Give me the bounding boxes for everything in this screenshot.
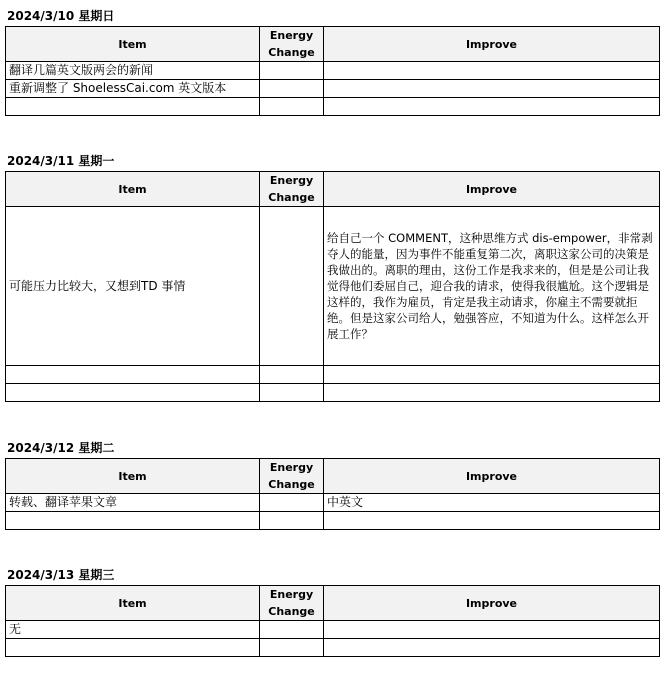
header-item: Item xyxy=(6,586,260,621)
header-item: Item xyxy=(6,172,260,207)
cell-energy[interactable] xyxy=(260,80,324,98)
day-table-2024-03-12 xyxy=(5,458,660,530)
table-row xyxy=(6,80,660,98)
cell-item[interactable] xyxy=(6,98,260,116)
cell-item[interactable] xyxy=(6,384,260,402)
header-energy-change: Energy Change xyxy=(260,172,324,207)
cell-item[interactable]: 无 xyxy=(6,621,260,639)
table-row xyxy=(6,512,660,530)
cell-energy[interactable] xyxy=(260,512,324,530)
table-row xyxy=(6,621,660,639)
cell-improve[interactable]: 中英文 xyxy=(324,494,660,512)
header-energy-change: Energy Change xyxy=(260,459,324,494)
header-improve: Improve xyxy=(324,586,660,621)
cell-improve[interactable] xyxy=(324,639,660,657)
cell-item[interactable] xyxy=(6,366,260,384)
header-item: Item xyxy=(6,27,260,62)
table-row xyxy=(6,62,660,80)
cell-item[interactable] xyxy=(6,512,260,530)
table-row xyxy=(6,384,660,402)
cell-energy[interactable] xyxy=(260,621,324,639)
cell-improve[interactable] xyxy=(324,512,660,530)
cell-improve[interactable] xyxy=(324,621,660,639)
day-table-2024-03-10 xyxy=(5,26,660,116)
header-improve: Improve xyxy=(324,459,660,494)
cell-improve[interactable]: 给自己一个 COMMENT，这种思维方式 dis-empower，非常剥夺人的能量，因为事件不能重复第二次，离职这家公司的决策是我做出的。离职的理由，这份工作是我求来的，但是是公司让我觉得他们委屈自己，迎合我的请求，使得我很尴尬。这个逻辑是这样的，我作为雇员，肯定是我主动请求，你雇主不需要就拒绝。但是这家公司给人，勉强答应，不知道为什么。这样怎么开展工作？ xyxy=(324,207,660,366)
day-title: 2024/3/12 星期二 xyxy=(7,441,115,455)
cell-energy[interactable] xyxy=(260,207,324,366)
cell-item[interactable]: 重新调整了 ShoelessCai.com 英文版本 xyxy=(6,80,260,98)
cell-improve[interactable] xyxy=(324,98,660,116)
header-item: Item xyxy=(6,459,260,494)
cell-improve[interactable] xyxy=(324,80,660,98)
day-table-2024-03-13 xyxy=(5,585,660,657)
header-energy-change: Energy Change xyxy=(260,586,324,621)
cell-improve[interactable] xyxy=(324,366,660,384)
cell-improve[interactable] xyxy=(324,62,660,80)
cell-energy[interactable] xyxy=(260,98,324,116)
header-energy-change: Energy Change xyxy=(260,27,324,62)
cell-energy[interactable] xyxy=(260,494,324,512)
cell-energy[interactable] xyxy=(260,639,324,657)
cell-item[interactable]: 可能压力比较大，又想到TD 事情 xyxy=(6,207,260,366)
table-header-row xyxy=(6,172,660,207)
table-row xyxy=(6,98,660,116)
day-title: 2024/3/13 星期三 xyxy=(7,568,115,582)
table-row xyxy=(6,207,660,366)
cell-item[interactable]: 翻译几篇英文版两会的新闻 xyxy=(6,62,260,80)
table-header-row xyxy=(6,27,660,62)
table-row xyxy=(6,366,660,384)
header-improve: Improve xyxy=(324,172,660,207)
cell-improve[interactable] xyxy=(324,384,660,402)
cell-energy[interactable] xyxy=(260,384,324,402)
cell-item[interactable]: 转载、翻译苹果文章 xyxy=(6,494,260,512)
day-title: 2024/3/11 星期一 xyxy=(7,154,115,168)
cell-item[interactable] xyxy=(6,639,260,657)
table-row xyxy=(6,494,660,512)
table-header-row xyxy=(6,586,660,621)
cell-energy[interactable] xyxy=(260,62,324,80)
header-improve: Improve xyxy=(324,27,660,62)
day-table-2024-03-11 xyxy=(5,171,660,402)
table-row xyxy=(6,639,660,657)
day-title: 2024/3/10 星期日 xyxy=(7,9,115,23)
cell-energy[interactable] xyxy=(260,366,324,384)
table-header-row xyxy=(6,459,660,494)
